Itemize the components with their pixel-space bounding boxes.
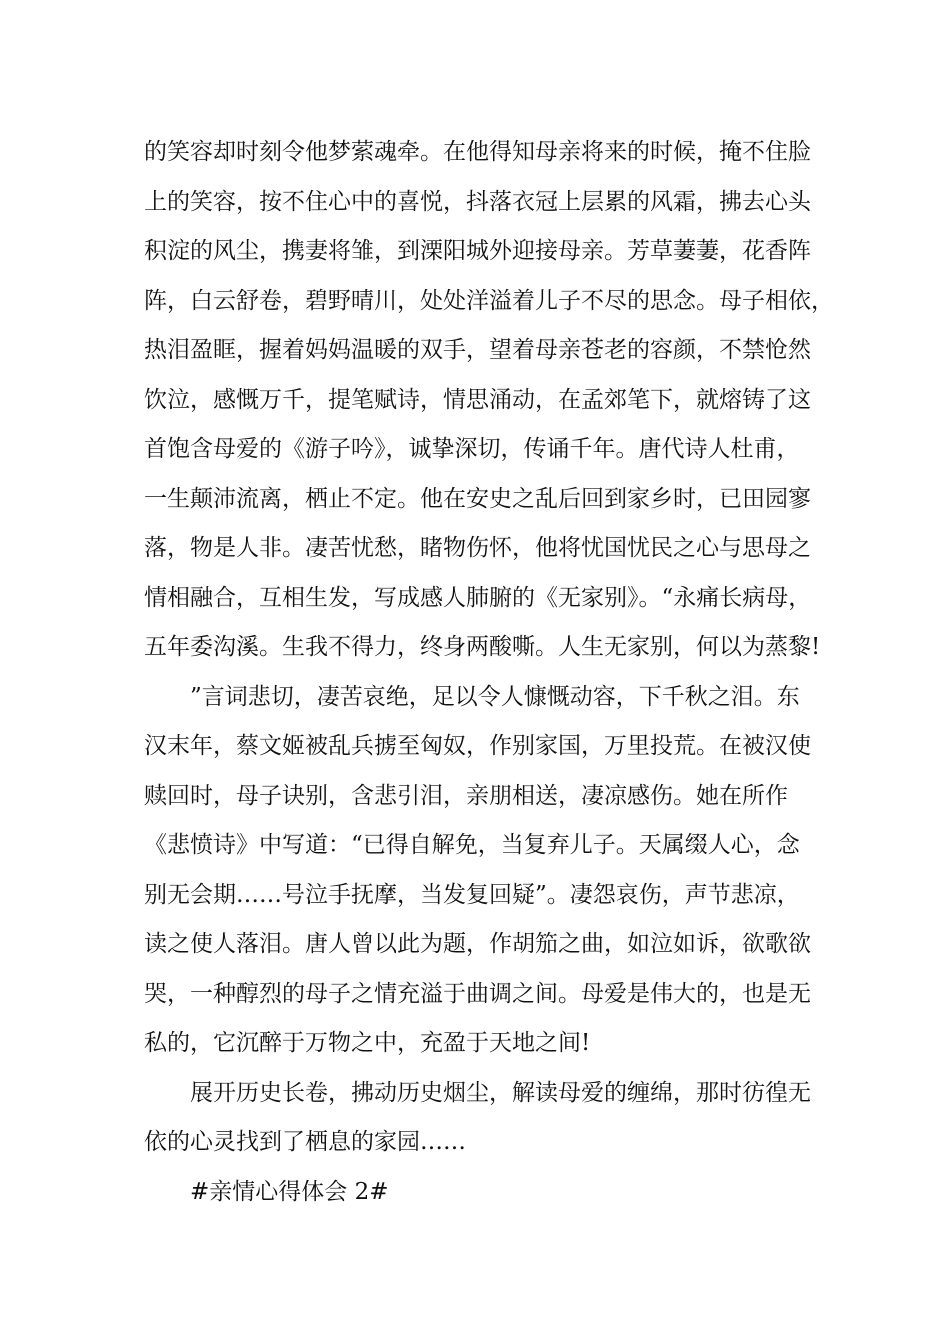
text-line: 上的笑容，按不住心中的喜悦，抖落衣冠上层累的风霜，拂去心头 [144, 188, 811, 215]
text-line: 的笑容却时刻令他梦萦魂牵。在他得知母亲将来的时候，掩不住脸 [144, 139, 811, 165]
text-line: 私的，它沉醉于万物之中，充盈于天地之间! [144, 1030, 591, 1056]
text-line: 哭，一种醇烈的母子之情充溢于曲调之间。母爱是伟大的，也是无 [144, 980, 811, 1007]
text-line: 展开历史长卷，拂动历史烟尘，解读母爱的缠绵，那时彷徨无 [190, 1079, 811, 1106]
text-line: 赎回时，母子诀别，含悲引泪，亲朋相送，凄凉感伤。她在所作 [144, 782, 788, 809]
text-line: 《悲愤诗》中写道：“已得自解免，当复弃儿子。天属缀人心，念 [144, 832, 800, 858]
text-line: 依的心灵找到了栖息的家园…… [144, 1129, 466, 1155]
text-line: ”言词悲切，凄苦哀绝，足以令人慷慨动容，下千秋之泪。东 [190, 683, 800, 710]
text-line: 汉末年，蔡文姬被乱兵掳至匈奴，作别家国，万里投荒。在被汉使 [144, 733, 811, 759]
text-line: 首饱含母爱的《游子吟》，诚挚深切，传诵千年。唐代诗人杜甫， [144, 436, 800, 462]
text-line: 阵，白云舒卷，碧野晴川，处处洋溢着儿子不尽的思念。母子相依， [144, 287, 834, 314]
text-line: 读之使人落泪。唐人曾以此为题，作胡笳之曲，如泣如诉，欲歌欲 [144, 931, 811, 957]
document-body [144, 128, 834, 1217]
text-line: 五年委沟溪。生我不得力，终身两酸嘶。人生无家别，何以为蒸黎! [144, 634, 821, 660]
text-line: 饮泣，感慨万千，提笔赋诗，情思涌动，在孟郊笔下，就熔铸了这 [144, 386, 811, 413]
text-line: 热泪盈眶，握着妈妈温暖的双手，望着母亲苍老的容颜，不禁怆然 [144, 337, 811, 363]
section-heading: #亲情心得体会 2# [190, 1178, 389, 1205]
text-line: 积淀的风尘，携妻将雏，到溧阳城外迎接母亲。芳草萋萋，花香阵 [144, 238, 811, 264]
text-line: 别无会期……号泣手抚摩，当发复回疑”。凄怨哀伤，声节悲凉， [144, 881, 800, 908]
text-line: 情相融合，互相生发，写成感人肺腑的《无家别》。“永痛长病母， [144, 584, 812, 611]
text-line: 一生颠沛流离，栖止不定。他在安史之乱后回到家乡时，已田园寥 [144, 485, 811, 512]
text-line: 落，物是人非。凄苦忧愁，睹物伤怀，他将忧国忧民之心与思母之 [144, 535, 811, 561]
